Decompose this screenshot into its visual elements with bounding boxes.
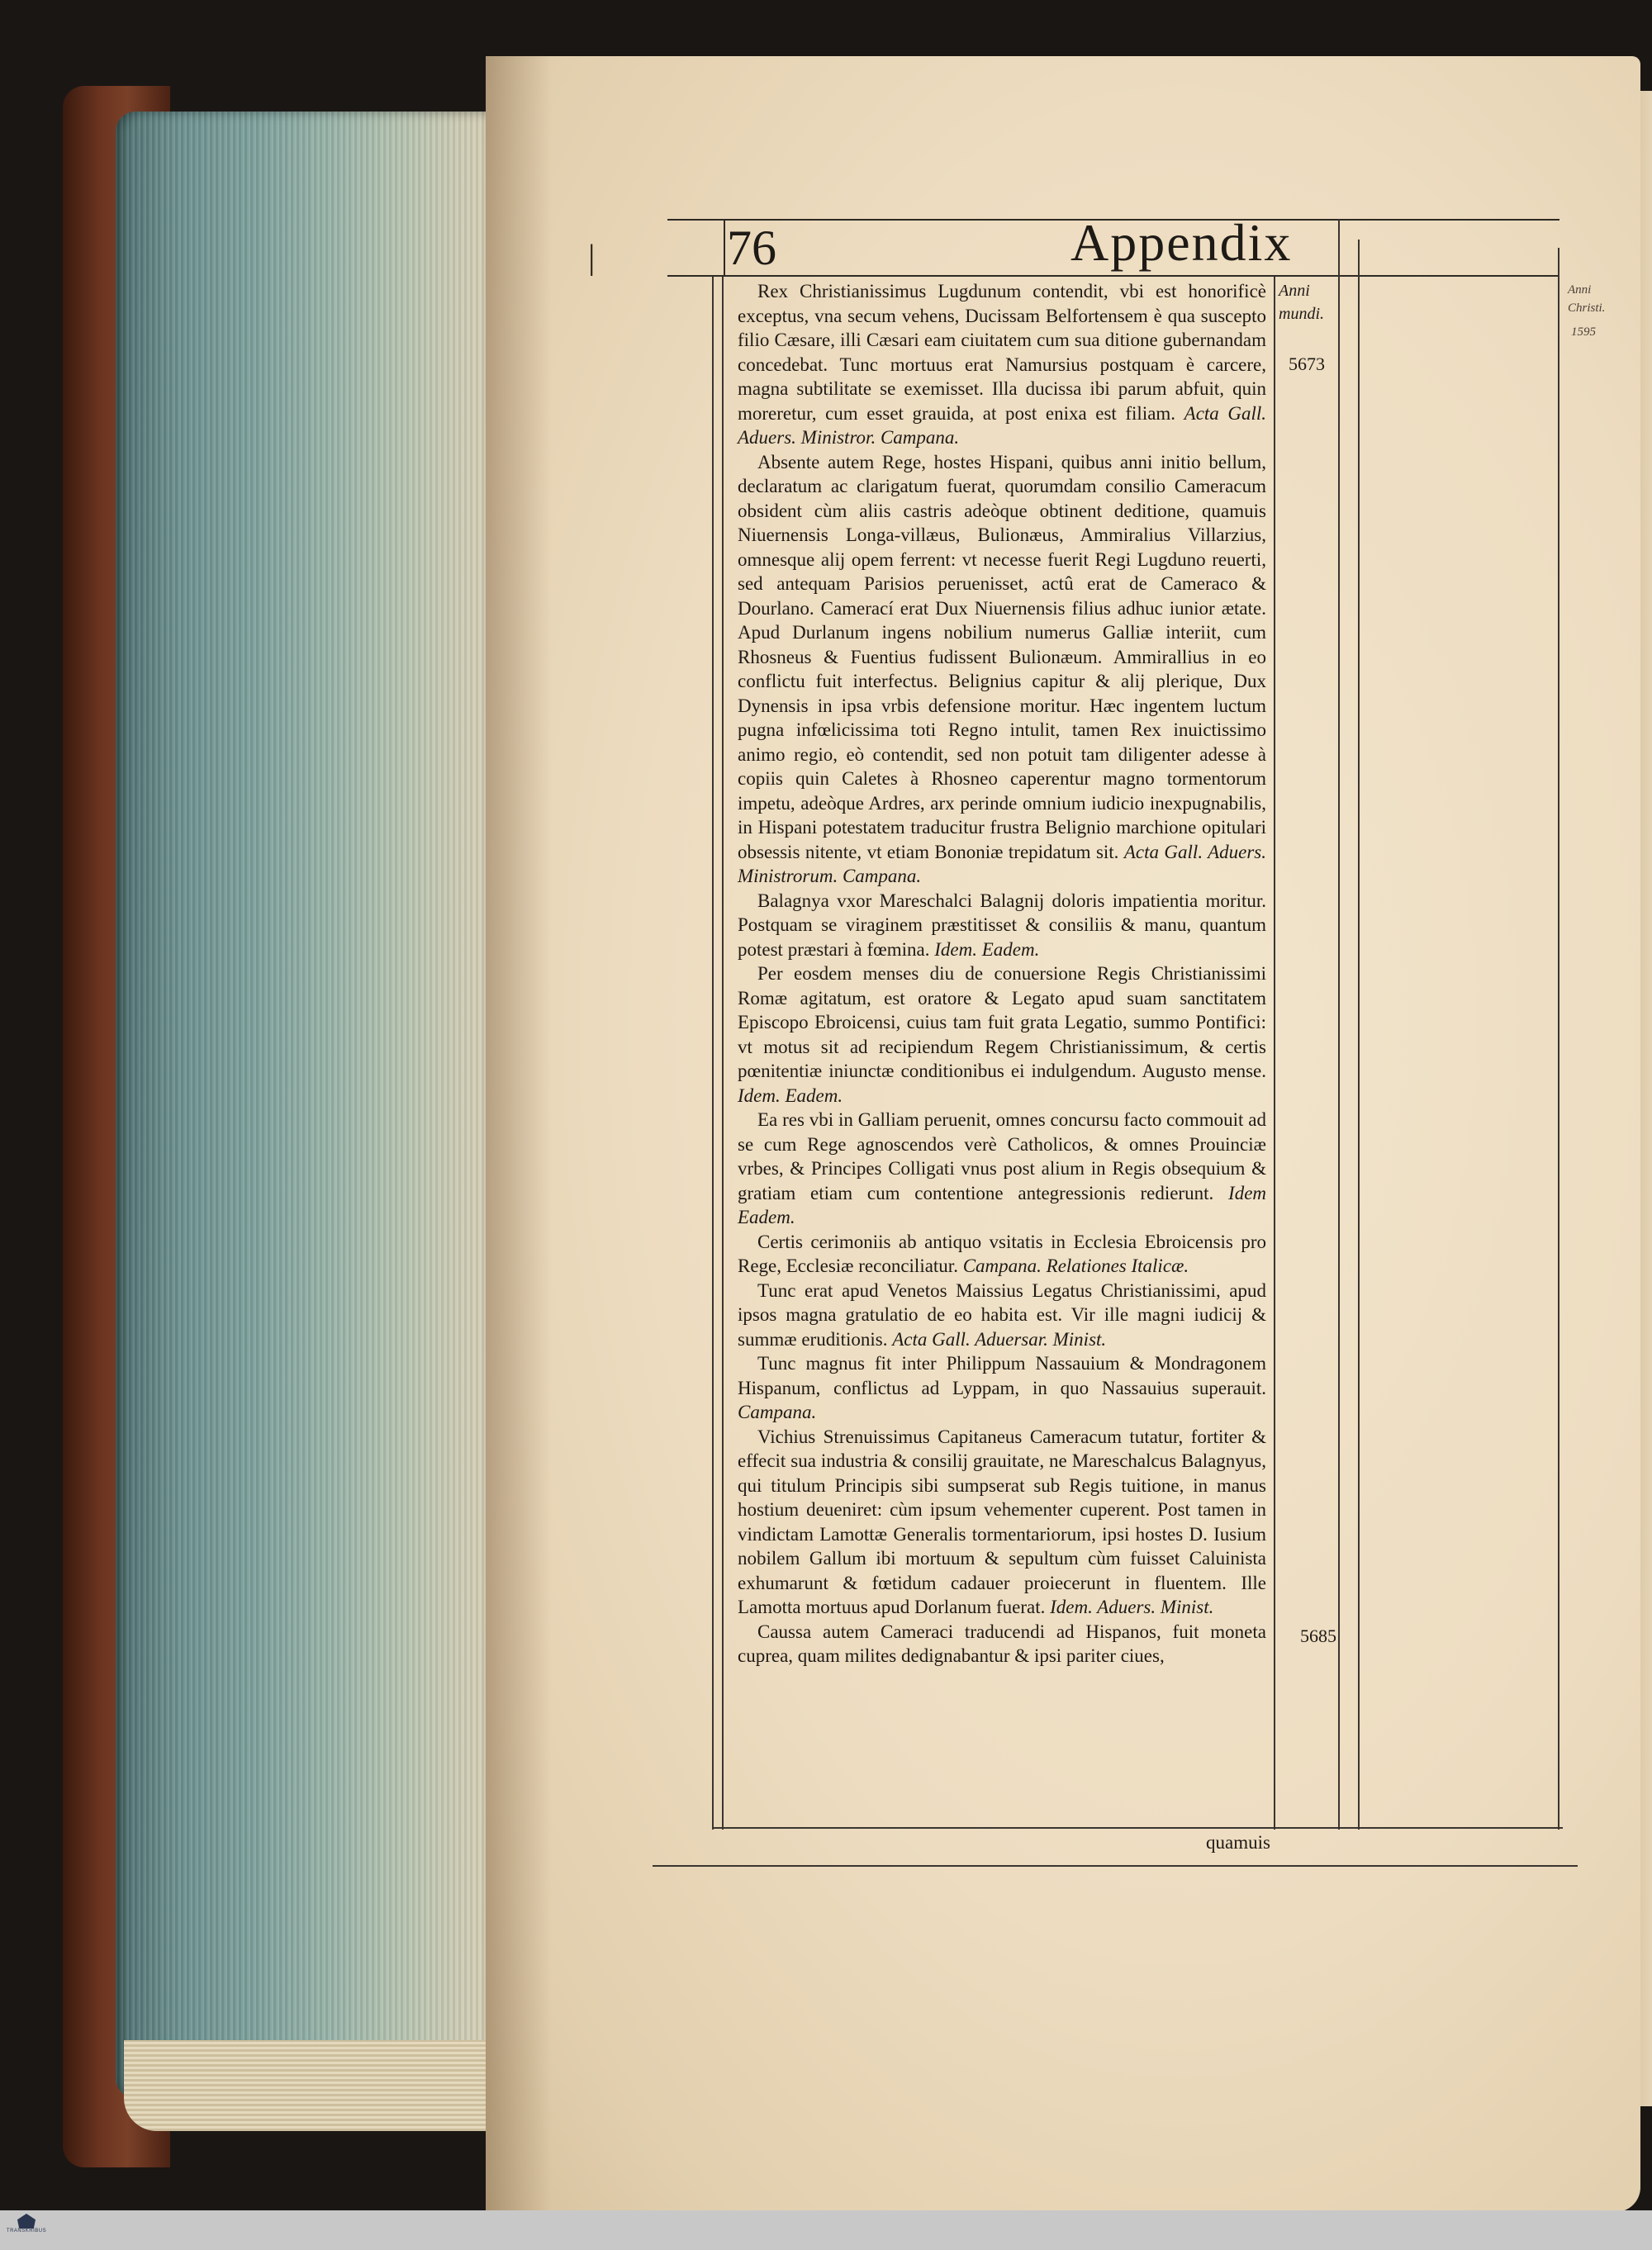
column-rule (722, 277, 724, 1830)
paragraph: Vichius Strenuissimus Capitaneus Cameracum tutatur, fortiter & effecit sua industria & consilij grauitate, ne Mareschalcus Balagnyus, qui titulum Principis sibi sumpserat sub Regis tuitione, in manus hostium deueniret: cùm ipsum vehementer cuperent. Post tamen in vindictam Lamottæ Generalis tormentariorum, ipsi hostes D. Iusium nobilem Gallum ibi mortuum & sepultum cùm fuisset Caluinista exhumarunt & fœtidum cadauer proiecerunt in fluentem. Ille Lamotta mortuus apud Dorlanum fuerat. Idem. Aduers. Minist. (738, 1426, 1266, 1617)
source-citation: Idem Eadem. (738, 1182, 1267, 1227)
year-mundi: 5673 (1289, 354, 1325, 374)
paragraph: Caussa autem Cameraci traducendi ad Hispanos, fuit moneta cuprea, quam milites dedignabantur & ipsi pariter ciues, (738, 1621, 1266, 1666)
source-citation: Acta Gall. Aduers. Ministror. Campana. (738, 402, 1266, 448)
source-citation: Idem. Eadem. (934, 938, 1040, 960)
margin-anni-label: Anni (1279, 282, 1310, 300)
page-fore-edge (116, 112, 487, 2098)
paragraph: Per eosdem menses diu de conuersione Regis Christianissimi Romæ agitatum, est oratore & Legato apud suam sanctitatem Episcopo Ebroicensi, cuius tam fuit grata Legatio, summo Pontifici: vt motus sit ad recipiendum Regem Christianissimum, & certis pœnitentiæ iniunctæ conditionibus ei indulgendum. Augusto mense. Idem. Eadem. (738, 963, 1266, 1106)
source-citation: Campana. Relationes Italicæ. (962, 1256, 1189, 1276)
header-rule (667, 275, 1559, 277)
column-rule (1338, 219, 1340, 1830)
source-citation: Idem. Aduers. Minist. (1050, 1597, 1214, 1617)
logo-text: TRANSKRIBUS (6, 2229, 47, 2233)
year-mundi: 5685 (1300, 1626, 1336, 1646)
column-rule (1274, 277, 1275, 1830)
main-text-column (738, 279, 1266, 1669)
column-rule (1558, 248, 1559, 1830)
paragraph: Certis cerimoniis ab antiquo vsitatis in Ecclesia Ebroicensis pro Rege, Ecclesiæ reconciliatur. Campana. Relationes Italicæ. (738, 1231, 1266, 1276)
margin-anni-label: Anni (1568, 283, 1592, 297)
page-number: 76 (727, 221, 776, 275)
margin-anni-mundi (1279, 279, 1336, 325)
catchword: quamuis (1206, 1832, 1270, 1853)
source-citation: Acta Gall. Aduersar. Minist. (892, 1328, 1107, 1350)
ink-mark: | (588, 239, 596, 277)
source-citation: Acta Gall. Aduers. Ministrorum. Campana. (738, 841, 1266, 886)
page-block-bottom (124, 2040, 487, 2131)
paragraph: Rex Christianissimus Lugdunum contendit, vbi est honorificè exceptus, vna secum vehens, Ducissam Belfortensem è qua suscepto filio Cæsare, illi Cæsari eam ciuitatem cum sua ditione gubernandam concedebat. Tunc mortuus erat Namursius postquam è carcere, magna subtilitate se exemisset. Illa ducissa ibi parum abfuit, quin moreretur, cum esset grauida, at post enixa est filiam. Acta Gall. Aduers. Ministror. Campana. (738, 281, 1266, 448)
library-logo (8, 2214, 45, 2247)
paragraph: Balagnya vxor Mareschalci Balagnij doloris impatientia moritur. Postquam se viraginem præstitisset & consiliis & manu, quantum potest præstari à fœmina. Idem. Eadem. (738, 890, 1266, 960)
running-head: Appendix (1070, 213, 1293, 272)
column-rule (712, 277, 714, 1830)
column-rule (1358, 240, 1360, 1830)
year-christi: 1595 (1571, 325, 1596, 339)
header-divider (724, 219, 725, 277)
paragraph: Ea res vbi in Galliam peruenit, omnes concursu facto commouit ad se cum Rege agnoscendos verè Catholicos, & omnes Prouinciæ vrbes, & Principes Colligati vnus post alium in Regis obsequium & gratiam etiam cum contentione antegressionis redierunt. Idem Eadem. (738, 1109, 1267, 1227)
footer-bar (0, 2210, 1652, 2250)
source-citation: Campana. (738, 1402, 817, 1422)
margin-mundi-label: mundi. (1279, 305, 1324, 323)
bottom-rule (653, 1865, 1578, 1867)
margin-anni-christi (1568, 281, 1626, 317)
gutter-shadow (486, 56, 552, 2212)
paragraph: Tunc erat apud Venetos Maissius Legatus Christianissimi, apud ipsos magna gratulatio de eo habita est. Vir ille magni iudicij & summæ eruditionis. Acta Gall. Aduersar. Minist. (738, 1279, 1266, 1350)
paragraph: Tunc magnus fit inter Philippum Nassauium & Mondragonem Hispanum, conflictus ad Lyppam, in quo Nassauius superauit. Campana. (738, 1353, 1266, 1422)
margin-christi-label: Christi. (1568, 301, 1606, 315)
logo-icon (17, 2214, 36, 2229)
bottom-rule (712, 1827, 1563, 1829)
paragraph: Absente autem Rege, hostes Hispani, quibus anni initio bellum, declaratum ac clarigatum fuerat, quorumdam consilio Cameracum obsident cùm aliis castris adeòque obtinent deditione, quamuis Niuernensis Longa-villæus, Bulionæus, Ammiralius Villarzius, omnesque alij opem ferrent: vt necesse fuerit Regi Lugduno reuerti, sed antequam Parisios peruenisset, actû erat de Cameraco & Dourlano. Camerací erat Dux Niuernensis filius adhuc iunior ætate. Apud Durlanum ingens nobilium numerus Galliæ interiit, cum Rhosneus & Fuentius fudissent Bulionæum. Ammirallius in eo conflictu fuit interfectus. Belignius capitur & alij plerique, Dux Dynensis in ipsa vrbis defensione moritur. Hæc ingentem luctum pugna infœlicissima toti Regno intulit, tamen Rex inuictissimo animo regio, eò contendit, sed non potuit tam diligenter adesse à copiis quin Caletes à Rhosneo caperentur magno tormentorum impetu, adeòque Ardres, arx perinde omnium iudicio inexpugnabilis, in Hispani potestatem traducitur frustra Belignio marchione opitulari obsessis nitente, vt etiam Bononiæ trepidatum sit. Acta Gall. Aduers. Ministrorum. Campana. (738, 451, 1266, 886)
source-citation: Idem. Eadem. (738, 1085, 843, 1106)
